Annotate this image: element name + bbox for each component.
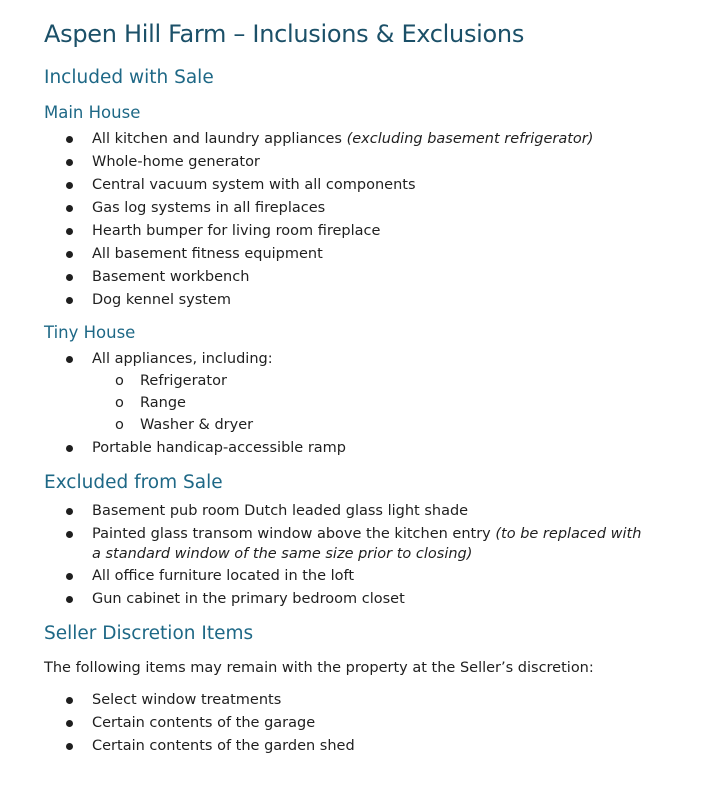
- list-item: Painted glass transom window above the kitchen entry (to be replaced with a standard window of the same size prior to closing): [92, 526, 642, 562]
- list-item: All kitchen and laundry appliances (excluding basement refrigerator): [92, 131, 594, 147]
- list-item: Gun cabinet in the primary bedroom closet: [92, 591, 405, 607]
- list-item: All office furniture located in the loft: [92, 568, 355, 584]
- list-item: Select window treatments: [92, 692, 282, 708]
- list-bullet: [66, 356, 73, 363]
- list-bullet: [66, 205, 73, 212]
- document-title: Aspen Hill Farm – Inclusions & Exclusions: [44, 20, 525, 48]
- list-item: Hearth bumper for living room fireplace: [92, 223, 381, 239]
- section-heading-excluded: Excluded from Sale: [44, 472, 223, 493]
- sub-list-item: Refrigerator: [140, 373, 227, 389]
- list-item: Certain contents of the garden shed: [92, 738, 355, 754]
- sub-list-bullet: o: [115, 395, 124, 411]
- list-item: Central vacuum system with all components: [92, 177, 416, 193]
- list-item: All appliances, including:: [92, 351, 273, 367]
- list-item-note: (excluding basement refrigerator): [346, 131, 594, 147]
- list-bullet: [66, 596, 73, 603]
- list-bullet: [66, 251, 73, 258]
- list-item-note: (to be replaced with a standard window of the same size prior to closing): [92, 526, 642, 562]
- list-bullet: [66, 182, 73, 189]
- list-bullet: [66, 445, 73, 452]
- list-item: Portable handicap-accessible ramp: [92, 440, 347, 456]
- list-item: Certain contents of the garage: [92, 715, 316, 731]
- sub-list-item: Range: [140, 395, 186, 411]
- list-bullet: [66, 743, 73, 750]
- list-bullet: [66, 228, 73, 235]
- list-item: Dog kennel system: [92, 292, 232, 308]
- list-bullet: [66, 297, 73, 304]
- list-item: Whole-home generator: [92, 154, 260, 170]
- sub-list-item: Washer & dryer: [140, 417, 254, 433]
- list-bullet: [66, 159, 73, 166]
- list-item: Basement workbench: [92, 269, 250, 285]
- sub-list-bullet: o: [115, 373, 124, 389]
- seller-discretion-intro: The following items may remain with the property at the Seller’s discretion:: [44, 660, 594, 676]
- list-bullet: [66, 573, 73, 580]
- list-bullet: [66, 274, 73, 281]
- subheading-tiny-house: Tiny House: [44, 323, 136, 342]
- list-bullet: [66, 697, 73, 704]
- list-bullet: [66, 531, 73, 538]
- list-bullet: [66, 720, 73, 727]
- list-item: All basement fitness equipment: [92, 246, 323, 262]
- section-heading-included: Included with Sale: [44, 67, 214, 88]
- list-bullet: [66, 136, 73, 143]
- section-heading-seller-discretion: Seller Discretion Items: [44, 623, 254, 644]
- list-bullet: [66, 508, 73, 515]
- subheading-main-house: Main House: [44, 103, 141, 122]
- list-item: Basement pub room Dutch leaded glass light shade: [92, 503, 469, 519]
- sub-list-bullet: o: [115, 417, 124, 433]
- list-item: Gas log systems in all fireplaces: [92, 200, 326, 216]
